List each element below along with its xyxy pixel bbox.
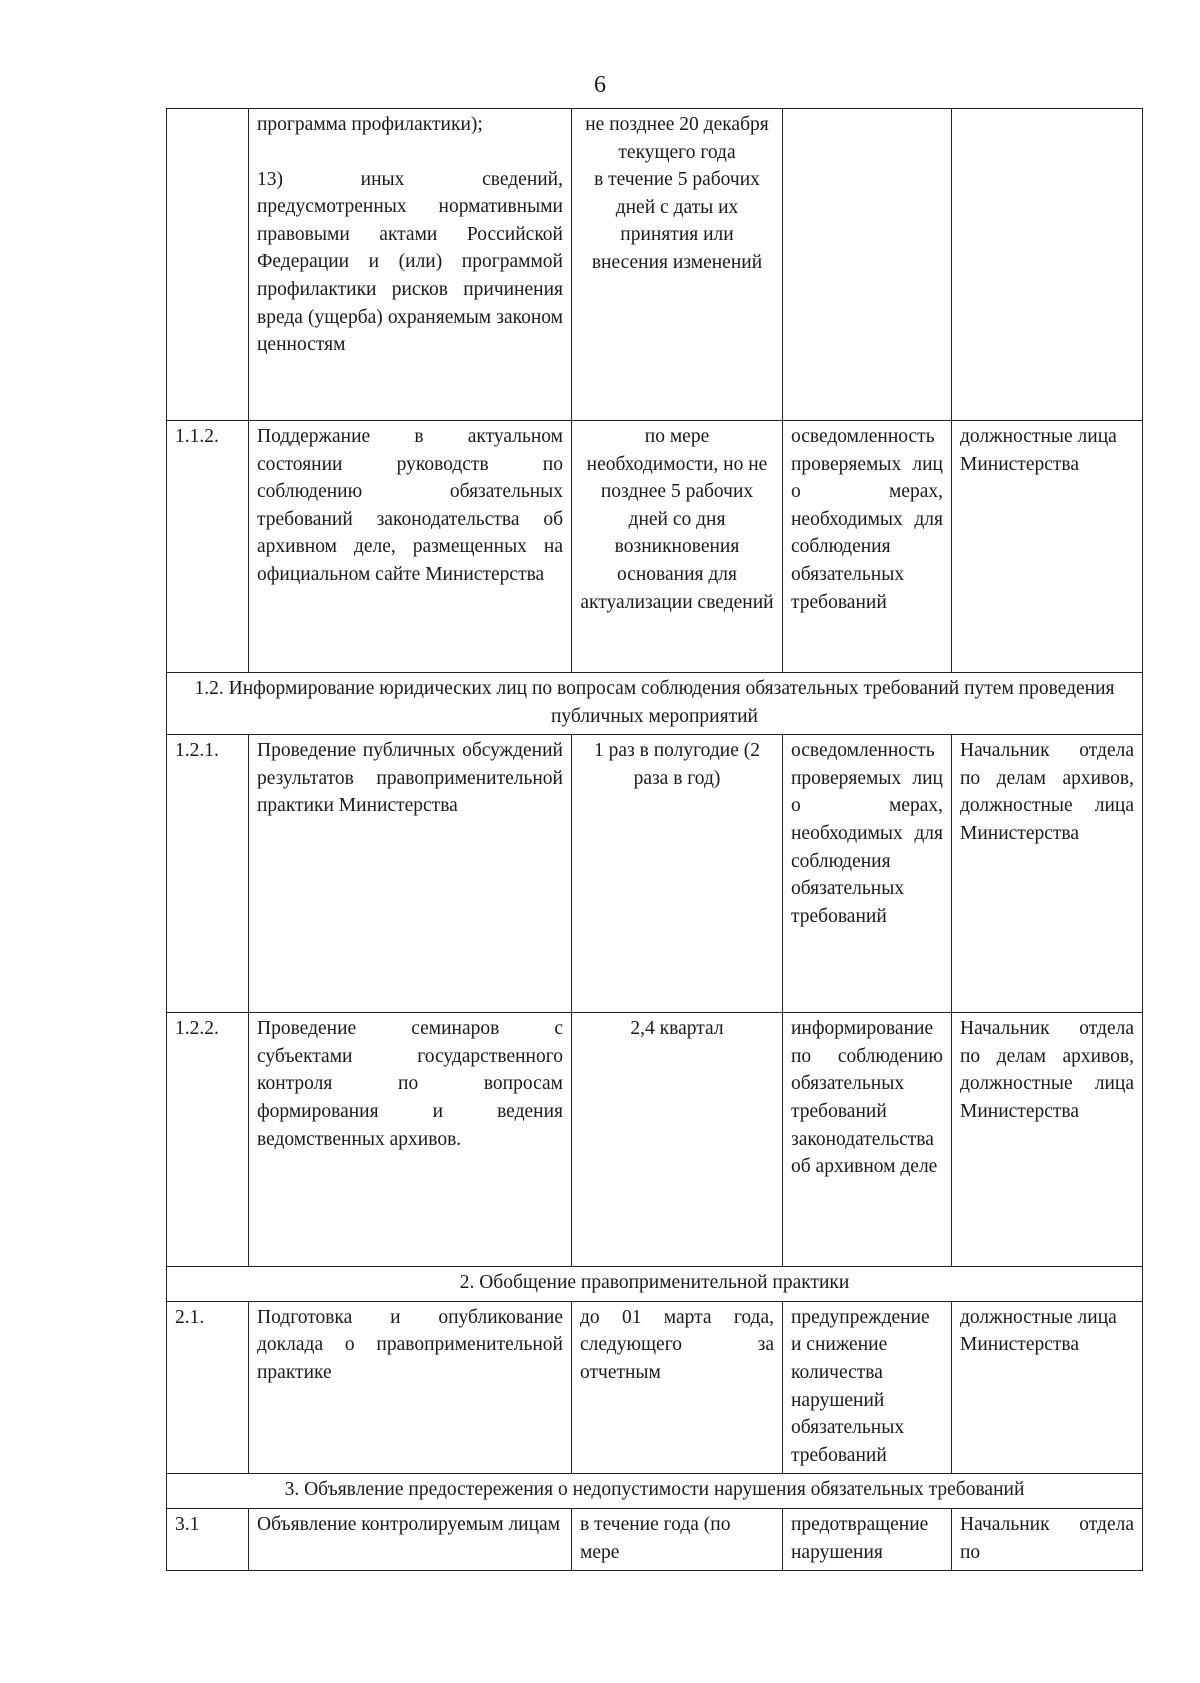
cell-deadline: до 01 марта года, следующего за отчетным [572,1301,783,1474]
cell-description: Объявление контролируемым лицам [249,1508,572,1570]
cell-deadline: 2,4 квартал [572,1013,783,1267]
section-row [167,1474,1143,1509]
cell-responsible [952,109,1143,421]
measures-table [166,108,1143,1571]
cell-number: 1.2.2. [167,1013,249,1267]
cell-number: 3.1 [167,1508,249,1570]
cell-number: 2.1. [167,1301,249,1474]
cell-result: осведомленность проверяемых лиц о мерах, необходимых для соблюдения обязательных требований [783,735,952,1013]
cell-result: информирование по соблюдению обязательных требований законодательства об архивном деле [783,1013,952,1267]
cell-description [249,109,572,421]
cell-description: Поддержание в актуальном состоянии руководств по соблюдению обязательных требований законодательства об архивном деле, размещенных на официальном сайте Министерства [249,421,572,673]
cell-description: Подготовка и опубликование доклада о правоприменительной практике [249,1301,572,1474]
cell-result: осведомленность проверяемых лиц о мерах, необходимых для соблюдения обязательных требований [783,421,952,673]
description-part: 13) иных сведений, предусмотренных нормативными правовыми актами Российской Федерации и (или) программой профилактики рисков причинения вреда (ущерба) охраняемым законом ценностям [257,168,563,356]
cell-description: Проведение семинаров с субъектами государственного контроля по вопросам формирования и ведения ведомственных архивов. [249,1013,572,1267]
table-row [167,1301,1143,1474]
cell-number [167,109,249,421]
cell-description: Проведение публичных обсуждений результатов правоприменительной практики Министерства [249,735,572,1013]
cell-result [783,109,952,421]
cell-responsible: должностные лица Министерства [952,421,1143,673]
cell-result: предупреждение и снижение количества нарушений обязательных требований [783,1301,952,1474]
section-title: 3. Объявление предостережения о недопустимости нарушения обязательных требований [167,1474,1143,1509]
table-row [167,1508,1143,1570]
section-row [167,673,1143,735]
cell-number: 1.2.1. [167,735,249,1013]
cell-deadline [572,109,783,421]
page-number: 6 [594,72,606,98]
table-row [167,1013,1143,1267]
description-part: программа профилактики); [257,114,483,135]
section-title: 1.2. Информирование юридических лиц по вопросам соблюдения обязательных требований путем проведения публичных мероприятий [167,673,1143,735]
section-row [167,1267,1143,1302]
cell-deadline: 1 раз в полугодие (2 раза в год) [572,735,783,1013]
deadline-part: не позднее 20 декабря текущего года [585,114,769,163]
cell-deadline: в течение года (по мере [572,1508,783,1570]
deadline-part: в течение 5 рабочих дней с даты их принятия или внесения изменений [591,169,763,273]
cell-deadline: по мере необходимости, но не позднее 5 рабочих дней со дня возникновения основания для актуализации сведений [572,421,783,673]
table-row [167,109,1143,421]
cell-result: предотвращение нарушения [783,1508,952,1570]
cell-responsible: Начальник отдела по [952,1508,1143,1570]
cell-responsible: должностные лица Министерства [952,1301,1143,1474]
section-title: 2. Обобщение правоприменительной практики [167,1267,1143,1302]
cell-number: 1.1.2. [167,421,249,673]
table-row [167,735,1143,1013]
cell-responsible: Начальник отдела по делам архивов, должностные лица Министерства [952,735,1143,1013]
cell-responsible: Начальник отдела по делам архивов, должностные лица Министерства [952,1013,1143,1267]
table-row [167,421,1143,673]
